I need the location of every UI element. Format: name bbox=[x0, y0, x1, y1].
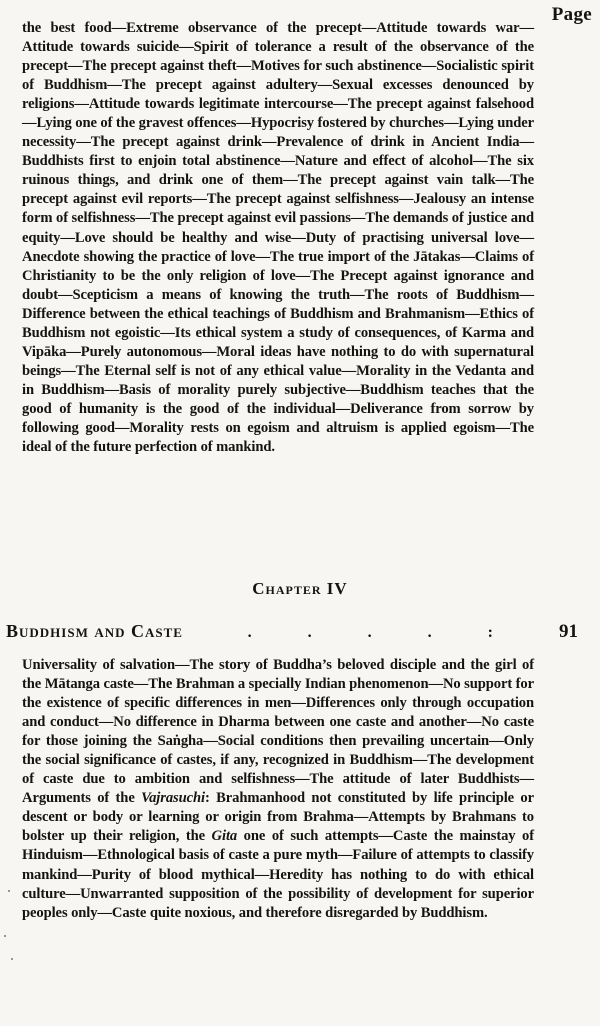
toc-entry-title: Buddhism and Caste bbox=[6, 621, 183, 641]
scan-speck bbox=[11, 958, 13, 960]
toc-entry-buddhism-and-caste bbox=[6, 621, 578, 643]
summary-text-3: one of such attempts—Caste the mainstay of Hinduism—Ethnological basis of caste a pure myth—Failure of attempts to classify mankind—Purity of blood mythical—Heredity has nothing to do with ethical culture—Unwarranted supposition of the possibility of development for superior peoples only—Caste quite noxious, and therefore disregarded by Buddhism. bbox=[22, 828, 534, 921]
chapter-3-summary: the best food—Extreme observance of the precept—Attitude towards war—Attitude towards suicide—Spirit of tolerance a result of the observance of the precept—The precept against theft—Motives for such abstinence—Socialistic spirit of Buddhism—The precept against adultery—Sexual excesses denounced by religions—Attitude towards legitimate intercourse—The precept against falsehood—Lying one of the gravest offences—Hypocrisy fostered by churches—Lying under necessity—The precept against drink—Prevalence of drink in Ancient India—Buddhists first to enjoin total abstinence—Nature and effect of alcohol—The six ruinous things, and drink one of them—The precept against vain talk—The precept against evil reports—The precept against selfishness—Jealousy an intense form of selfishness—The precept against evil passions—The demands of justice and equity—Love should be healthy and wise—Duty of practising universal love—Anecdote showing the practice of love—The true import of the Jātakas—Claims of Christianity to be the only religion of love—The Precept against ignorance and doubt—Scepticism a means of knowing the truth—The roots of Buddhism—Difference between the ethical teachings of Buddhism and Brahmanism—Ethics of Buddhism not egoistic—Its ethical system a study of consequences, of Karma and Vipāka—Purely autonomous—Moral ideas have nothing to do with supernatural beings—The Eternal self is not of any ethical value—Morality in the Vedanta and in Buddhism—Basis of morality purely subjective—Buddhism teaches that the good of humanity is the good of the individual—Deliverance from sorrow by following good—Morality rests on egoism and altruism is applied egoism—The ideal of the future perfection of mankind. bbox=[22, 20, 534, 456]
summary-italic-gita: Gita bbox=[211, 828, 238, 845]
toc-leader-dots: . . . . : bbox=[247, 624, 519, 641]
toc-page-number: 91 bbox=[559, 621, 578, 642]
chapter-4-summary bbox=[22, 656, 534, 923]
chapter-heading-text: Chapter IV bbox=[252, 579, 348, 598]
scan-speck bbox=[4, 935, 6, 937]
chapter-heading bbox=[0, 579, 600, 599]
scan-speck bbox=[8, 890, 10, 892]
page-column-label: Page bbox=[551, 4, 592, 25]
summary-text-1: Universality of salvation—The story of Buddha’s beloved disciple and the girl of the Mātanga caste—The Brahman a specially Indian phenomenon—No support for the existence of specific differences in men—Differences only through occupation and conduct—No difference in Dharma between one caste and another—No caste for those joining the Saṅgha—Social conditions then prevailing uncertain—Only the social significance of castes, if any, recognized in Buddhism—The development of caste due to ambition and selfishness—The attitude of later Buddhists—Arguments of the bbox=[22, 657, 534, 807]
summary-italic-vajrasuchi: Vajrasuchi bbox=[141, 790, 205, 807]
summary-text-2: : Brahmanhood not constituted by life principle or descent or body or learning or origin from Brahma—Attempts by Brahmans to bolster up their religion, the bbox=[22, 790, 535, 845]
